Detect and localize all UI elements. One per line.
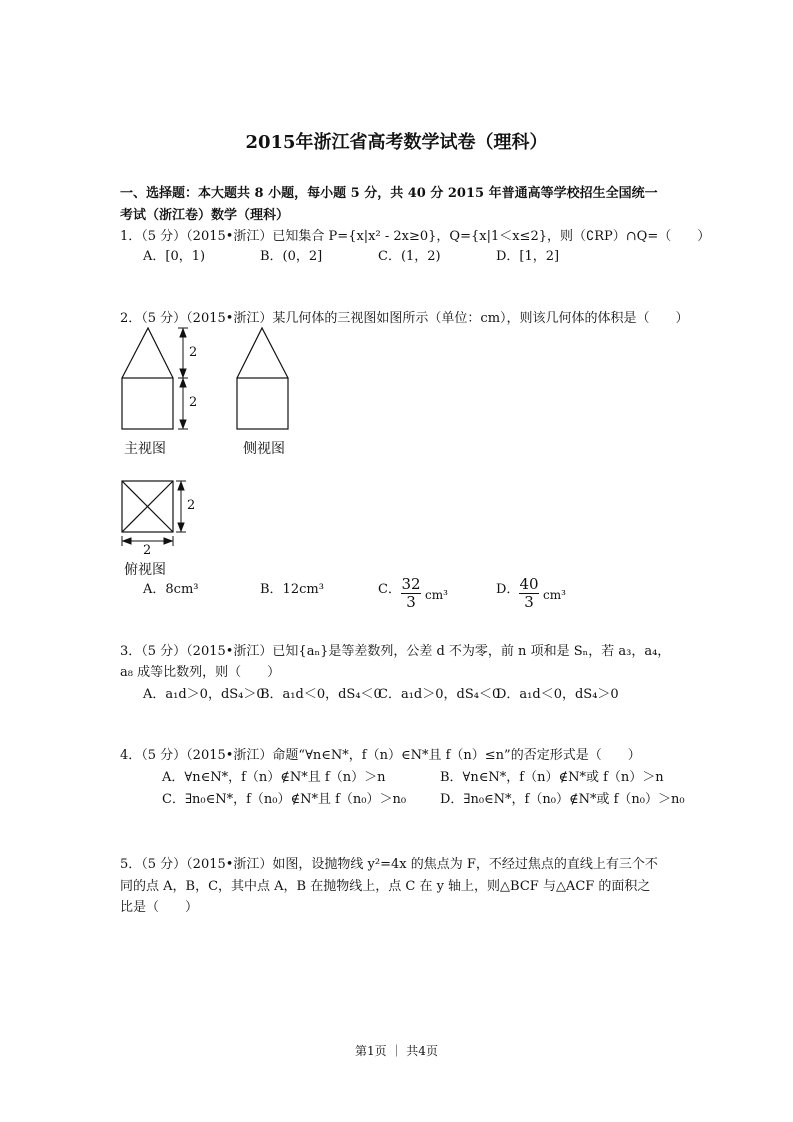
q2-option-c-denominator: 3 xyxy=(406,593,416,611)
q2-option-d-unit: cm³ xyxy=(543,588,566,602)
dim-top-view-width: 2 xyxy=(143,543,152,558)
q5-stem-line2: 同的点 A，B，C，其中点 A，B 在抛物线上，点 C 在 y 轴上，则△BCF 与△ACF 的面积之 xyxy=(120,879,651,894)
side-view-square xyxy=(237,378,288,429)
q1-option-a: A．[0，1) xyxy=(143,249,206,264)
q3-option-b: B．a₁d＜0，dS₄＜0 xyxy=(260,687,382,702)
q2-option-c-fraction xyxy=(398,576,424,611)
q4-option-c: C．∃n₀∈N*，f（n₀）∉N*且 f（n₀）＞n₀ xyxy=(162,792,407,807)
front-view-label: 主视图 xyxy=(124,441,166,457)
top-view-label: 俯视图 xyxy=(124,562,166,578)
q3-option-c: C．a₁d＞0，dS₄＜0 xyxy=(378,687,501,702)
dim-triangle-height: 2 xyxy=(189,345,198,360)
q2-option-d-denominator: 3 xyxy=(524,593,534,611)
q5-stem-line1: 5．（5 分）（2015•浙江）如图，设抛物线 y²=4x 的焦点为 F，不经过焦点的直线上有三个不 xyxy=(120,857,658,872)
q3-option-a: A．a₁d＞0，dS₄＞0 xyxy=(143,687,265,702)
page-footer: 第1页 ｜ 共4页 xyxy=(355,1044,438,1058)
q2-option-d-letter: D． xyxy=(496,582,520,597)
q1-option-d: D．[1，2] xyxy=(496,249,560,264)
q2-option-c-letter: C． xyxy=(378,582,401,597)
q4-option-a: A．∀n∈N*，f（n）∉N*且 f（n）＞n xyxy=(162,770,386,785)
page-title: 2015年浙江省高考数学试卷（理科） xyxy=(245,132,548,153)
side-view-label: 侧视图 xyxy=(243,441,285,457)
q4-option-d: D．∃n₀∈N*，f（n₀）∉N*或 f（n₀）＞n₀ xyxy=(440,792,685,807)
dim-square-height: 2 xyxy=(189,395,198,410)
side-view-triangle xyxy=(237,328,288,378)
section-header-line2: 考试（浙江卷）数学（理科） xyxy=(120,208,290,223)
q1-option-b: B．(0，2] xyxy=(260,249,323,264)
q3-stem-line2: a₈ 成等比数列，则（ ） xyxy=(120,665,281,680)
q3-option-d: D．a₁d＜0，dS₄＞0 xyxy=(496,687,619,702)
front-view-square xyxy=(122,378,173,429)
front-view-triangle xyxy=(122,328,173,378)
q1-stem: 1．（5 分）（2015•浙江）已知集合 P={x|x² - 2x≥0}，Q={x|1＜x≤2}，则（∁RP）∩Q=（ ） xyxy=(120,229,711,244)
q3-stem-line1: 3．（5 分）（2015•浙江）已知{aₙ}是等差数列，公差 d 不为零，前 n 项和是 Sₙ，若 a₃，a₄， xyxy=(120,644,671,659)
q2-option-c-unit: cm³ xyxy=(425,588,448,602)
dim-top-view-depth: 2 xyxy=(187,498,196,513)
q4-option-b: B．∀n∈N*，f（n）∉N*或 f（n）＞n xyxy=(440,770,664,785)
q1-option-c: C．(1，2) xyxy=(378,249,441,264)
q2-option-d-fraction xyxy=(516,576,542,611)
section-header-line1: 一、选择题：本大题共 8 小题，每小题 5 分，共 40 分 2015 年普通高等学校招生全国统一 xyxy=(120,186,658,201)
q2-option-c-numerator: 32 xyxy=(401,575,421,593)
q2-stem: 2．（5 分）（2015•浙江）某几何体的三视图如图所示（单位：cm），则该几何体的体积是（ ） xyxy=(120,311,689,326)
q5-stem-line3: 比是（ ） xyxy=(120,900,199,915)
q4-stem: 4．（5 分）（2015•浙江）命题“∀n∈N*，f（n）∈N*且 f（n）≤n”的否定形式是（ ） xyxy=(120,748,641,763)
q2-option-b: B．12cm³ xyxy=(260,582,324,597)
q2-option-d-numerator: 40 xyxy=(519,575,539,593)
q2-option-a: A．8cm³ xyxy=(143,582,199,597)
